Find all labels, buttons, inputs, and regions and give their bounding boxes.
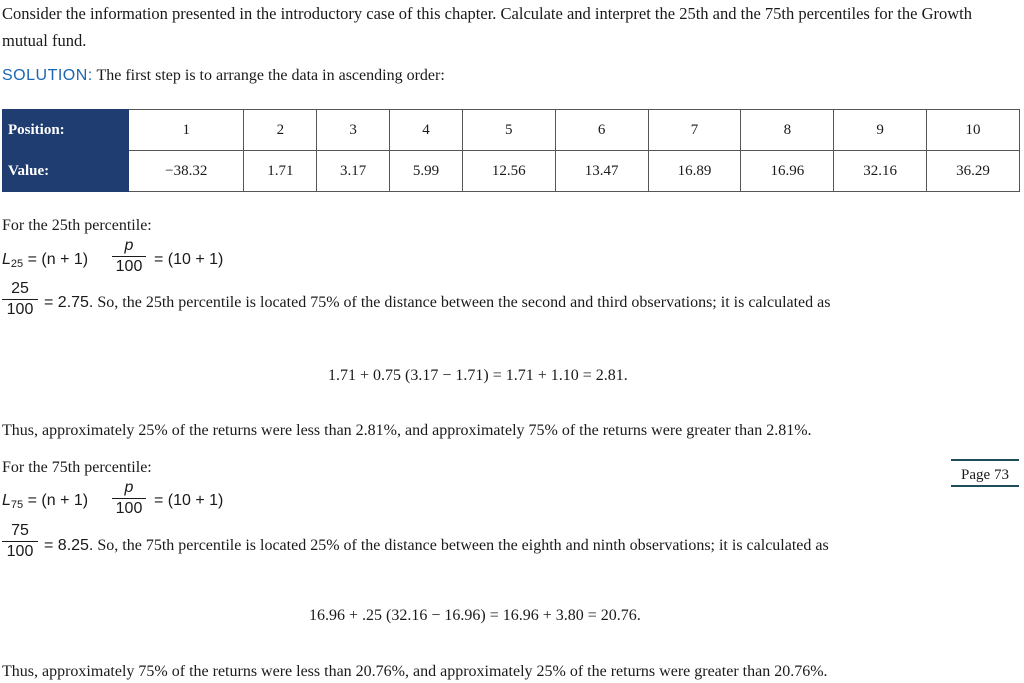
p75-formula-left	[2, 491, 88, 515]
data-table	[2, 109, 1020, 192]
p25-explain-text: So, the 25th percentile is located 75% of the distance between the second and third observations; it is calculated as	[97, 294, 831, 311]
table-cell: 2	[244, 110, 317, 151]
fraction-numerator: p	[124, 479, 134, 496]
table-cell: 36.29	[927, 151, 1020, 192]
table-cell: 5.99	[390, 151, 463, 192]
table-cell: 1	[129, 110, 244, 151]
problem-statement: Consider the information presented in the introductory case of this chapter. Calculate and interpret the 25th and the 75th percentiles for the Growth mutual fund.	[2, 4, 972, 50]
formula-symbol: L	[2, 251, 11, 268]
formula-subscript: 25	[10, 258, 24, 270]
fraction-numerator: 25	[11, 280, 29, 297]
solution-line	[2, 66, 445, 86]
fraction-numerator: p	[124, 237, 134, 254]
formula-term: = (n + 1)	[27, 251, 89, 268]
fraction-denominator: 100	[6, 543, 34, 560]
table-cell: 10	[927, 110, 1020, 151]
formula-term: = (n + 1)	[27, 492, 89, 509]
p25-explanation	[44, 293, 830, 313]
p25-interpretation: Thus, approximately 25% of the returns were less than 2.81%, and approximately 75% of the returns were greater than 2.81%.	[2, 422, 812, 439]
p25-heading: For the 25th percentile:	[2, 217, 152, 234]
p75-result: = 8.25.	[44, 537, 94, 554]
table-cell: 12.56	[462, 151, 555, 192]
p25-result: = 2.75.	[44, 294, 94, 311]
table-cell: 8	[741, 110, 834, 151]
row-label-position: Position:	[3, 110, 129, 151]
p75-calculation: 16.96 + .25 (32.16 − 16.96) = 16.96 + 3.80 = 20.76.	[309, 607, 641, 624]
p75-explanation	[44, 536, 829, 556]
table-cell: 16.96	[741, 151, 834, 192]
table-row-value	[3, 151, 1020, 192]
p75-formula-right: = (10 + 1)	[154, 492, 224, 509]
solution-text: The first step is to arrange the data in ascending order:	[96, 67, 445, 84]
table-cell: 9	[834, 110, 927, 151]
solution-label: SOLUTION:	[2, 67, 93, 84]
fraction-denominator: 100	[115, 500, 143, 517]
table-cell: 1.71	[244, 151, 317, 192]
table-cell: 6	[555, 110, 648, 151]
p75-fraction-p	[112, 478, 146, 519]
p75-fraction-value	[2, 521, 38, 562]
formula-symbol: L	[2, 492, 11, 509]
p25-fraction-value	[2, 279, 38, 320]
table-cell: −38.32	[129, 151, 244, 192]
table-cell: 7	[648, 110, 741, 151]
table-cell: 4	[390, 110, 463, 151]
p25-fraction-p	[112, 236, 146, 277]
fraction-denominator: 100	[6, 301, 34, 318]
p75-heading: For the 75th percentile:	[2, 459, 152, 476]
table-row-position	[3, 110, 1020, 151]
fraction-denominator: 100	[115, 258, 143, 275]
p25-formula-right: = (10 + 1)	[154, 251, 224, 268]
table-cell: 16.89	[648, 151, 741, 192]
fraction-numerator: 75	[11, 522, 29, 539]
formula-subscript: 75	[10, 499, 24, 511]
table-cell: 32.16	[834, 151, 927, 192]
row-label-value: Value:	[3, 151, 129, 192]
table-cell: 3	[317, 110, 390, 151]
p75-interpretation: Thus, approximately 75% of the returns were less than 20.76%, and approximately 25% of the returns were greater than 20.76%.	[2, 663, 828, 680]
table-cell: 13.47	[555, 151, 648, 192]
p75-explain-text: So, the 75th percentile is located 25% of the distance between the eighth and ninth observations; it is calculated as	[97, 537, 829, 554]
table-cell: 3.17	[317, 151, 390, 192]
p25-formula-left	[2, 250, 88, 274]
table-cell: 5	[462, 110, 555, 151]
page-number-tag: Page 73	[951, 459, 1019, 487]
p25-calculation: 1.71 + 0.75 (3.17 − 1.71) = 1.71 + 1.10 = 2.81.	[328, 367, 628, 384]
